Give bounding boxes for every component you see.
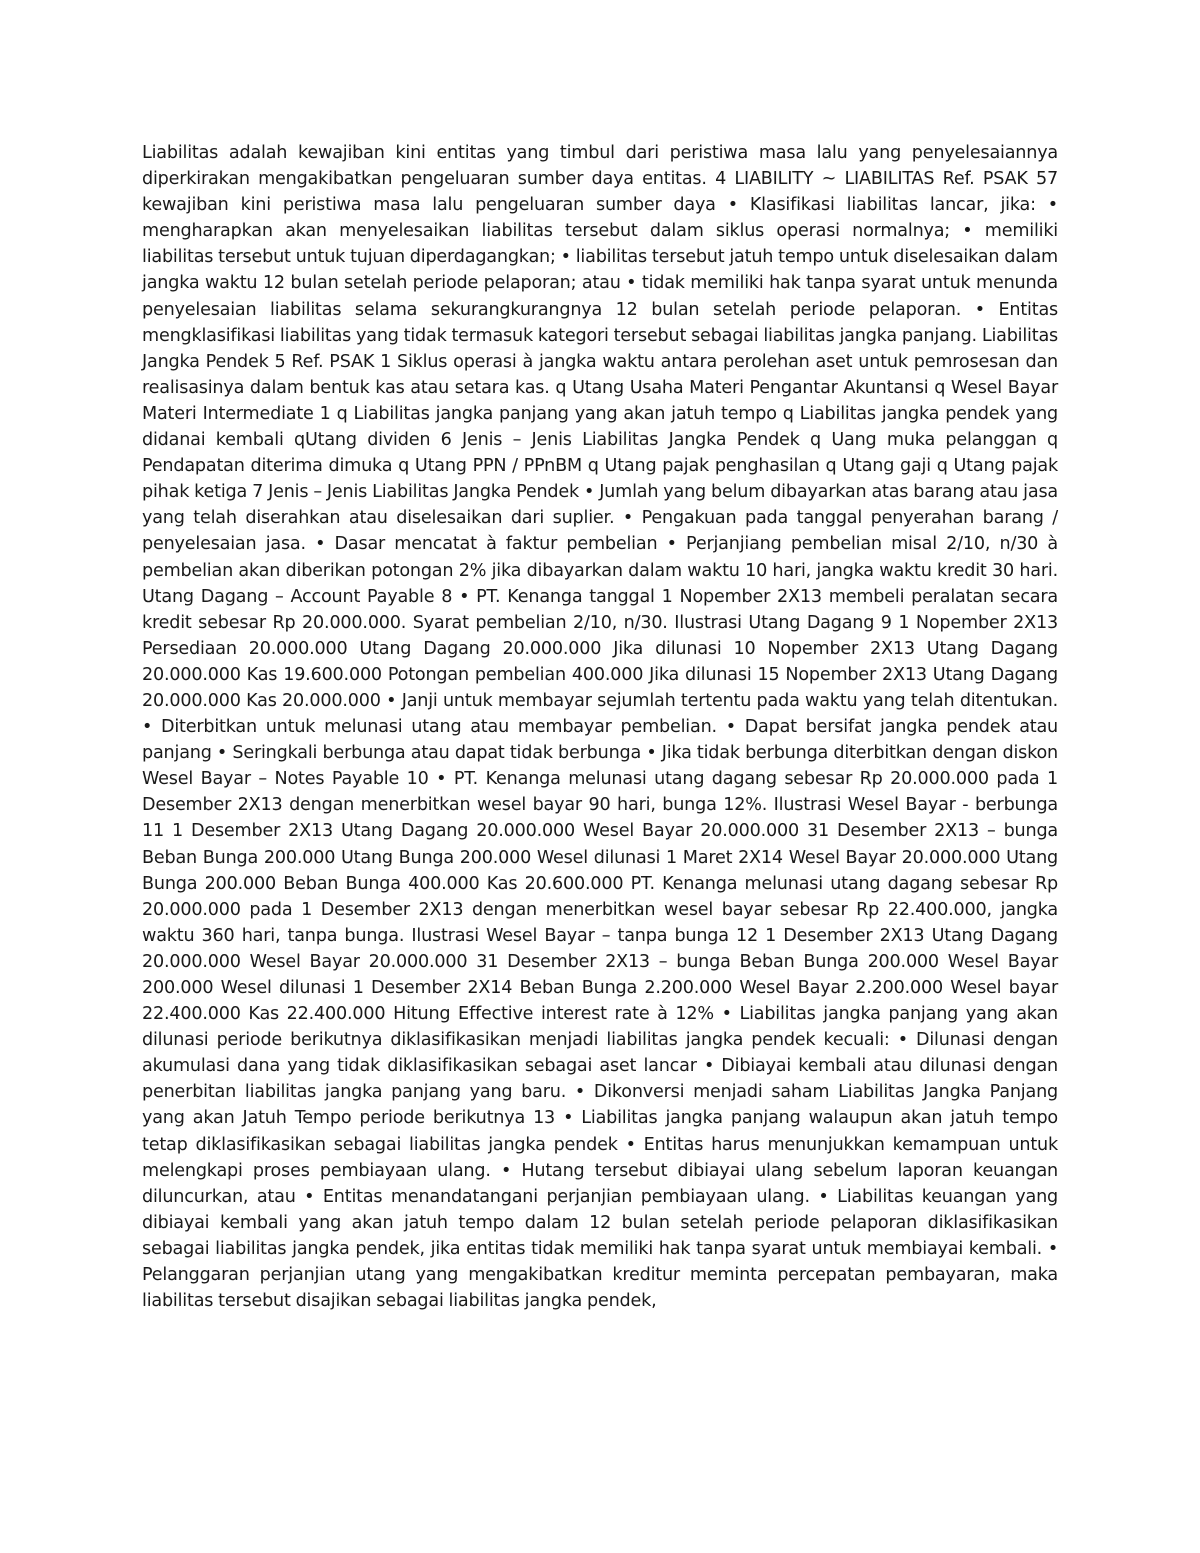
body-paragraph: Liabilitas adalah kewajiban kini entitas yang timbul dari peristiwa masa lalu yang penyelesaiannya diperkirakan mengakibatkan pengeluaran sumber daya entitas. 4 LIABILITY ~ LIABILITAS Ref. PSAK 57 kewajiban kini peristiwa masa lalu pengeluaran sumber daya • Klasifikasi liabilitas lancar, jika: • mengharapkan akan menyelesaikan liabilitas tersebut dalam siklus operasi normalnya; • memiliki liabilitas tersebut untuk tujuan diperdagangkan; • liabilitas tersebut jatuh tempo untuk diselesaikan dalam jangka waktu 12 bulan setelah periode pelaporan; atau • tidak memiliki hak tanpa syarat untuk menunda penyelesaian liabilitas selama sekurangkurangnya 12 bulan setelah periode pelaporan. • Entitas mengklasifikasi liabilitas yang tidak termasuk kategori tersebut sebagai liabilitas jangka panjang. Liabilitas Jangka Pendek 5 Ref. PSAK 1 Siklus operasi à jangka waktu antara perolehan aset untuk pemrosesan dan realisasinya dalam bentuk kas atau setara kas. q Utang Usaha Materi Pengantar Akuntansi q Wesel Bayar Materi Intermediate 1 q Liabilitas jangka panjang yang akan jatuh tempo q Liabilitas jangka pendek yang didanai kembali qUtang dividen 6 Jenis – Jenis Liabilitas Jangka Pendek q Uang muka pelanggan q Pendapatan diterima dimuka q Utang PPN / PPnBM q Utang pajak penghasilan q Utang gaji q Utang pajak pihak ketiga 7 Jenis – Jenis Liabilitas Jangka Pendek • Jumlah yang belum dibayarkan atas barang atau jasa yang telah diserahkan atau diselesaikan dari suplier. • Pengakuan pada tanggal penyerahan barang / penyelesaian jasa. • Dasar mencatat à faktur pembelian • Perjanjiang pembelian misal 2/10, n/30 à pembelian akan diberikan potongan 2% jika dibayarkan dalam waktu 10 hari, jangka waktu kredit 30 hari. Utang Dagang – Account Payable 8 • PT. Kenanga tanggal 1 Nopember 2X13 membeli peralatan secara kredit sebesar Rp 20.000.000. Syarat pembelian 2/10, n/30. Ilustrasi Utang Dagang 9 1 Nopember 2X13 Persediaan 20.000.000 Utang Dagang 20.000.000 Jika dilunasi 10 Nopember 2X13 Utang Dagang 20.000.000 Kas 19.600.000 Potongan pembelian 400.000 Jika dilunasi 15 Nopember 2X13 Utang Dagang 20.000.000 Kas 20.000.000 • Janji untuk membayar sejumlah tertentu pada waktu yang telah ditentukan. • Diterbitkan untuk melunasi utang atau membayar pembelian. • Dapat bersifat jangka pendek atau panjang • Seringkali berbunga atau dapat tidak berbunga • Jika tidak berbunga diterbitkan dengan diskon Wesel Bayar – Notes Payable 10 • PT. Kenanga melunasi utang dagang sebesar Rp 20.000.000 pada 1 Desember 2X13 dengan menerbitkan wesel bayar 90 hari, bunga 12%. Ilustrasi Wesel Bayar - berbunga 11 1 Desember 2X13 Utang Dagang 20.000.000 Wesel Bayar 20.000.000 31 Desember 2X13 – bunga Beban Bunga 200.000 Utang Bunga 200.000 Wesel dilunasi 1 Maret 2X14 Wesel Bayar 20.000.000 Utang Bunga 200.000 Beban Bunga 400.000 Kas 20.600.000 PT. Kenanga melunasi utang dagang sebesar Rp 20.000.000 pada 1 Desember 2X13 dengan menerbitkan wesel bayar sebesar Rp 22.400.000, jangka waktu 360 hari, tanpa bunga. Ilustrasi Wesel Bayar – tanpa bunga 12 1 Desember 2X13 Utang Dagang 20.000.000 Wesel Bayar 20.000.000 31 Desember 2X13 – bunga Beban Bunga 200.000 Wesel Bayar 200.000 Wesel dilunasi 1 Desember 2X14 Beban Bunga 2.200.000 Wesel Bayar 2.200.000 Wesel bayar 22.400.000 Kas 22.400.000 Hitung Effective interest rate à 12% • Liabilitas jangka panjang yang akan dilunasi periode berikutnya diklasifikasikan menjadi liabilitas jangka pendek kecuali: • Dilunasi dengan akumulasi dana yang tidak diklasifikasikan sebagai aset lancar • Dibiayai kembali atau dilunasi dengan penerbitan liabilitas jangka panjang yang baru. • Dikonversi menjadi saham Liabilitas Jangka Panjang yang akan Jatuh Tempo periode berikutnya 13 • Liabilitas jangka panjang walaupun akan jatuh tempo tetap diklasifikasikan sebagai liabilitas jangka pendek • Entitas harus menunjukkan kemampuan untuk melengkapi proses pembiayaan ulang. • Hutang tersebut dibiayai ulang sebelum laporan keuangan diluncurkan, atau • Entitas menandatangani perjanjian pembiayaan ulang. • Liabilitas keuangan yang dibiayai kembali yang akan jatuh tempo dalam 12 bulan setelah periode pelaporan diklasifikasikan sebagai liabilitas jangka pendek, jika entitas tidak memiliki hak tanpa syarat untuk membiayai kembali. • Pelanggaran perjanjian utang yang mengakibatkan kreditur meminta percepatan pembayaran, maka liabilitas tersebut disajikan sebagai liabilitas jangka pendek, xyxy=(142,143,1058,1312)
